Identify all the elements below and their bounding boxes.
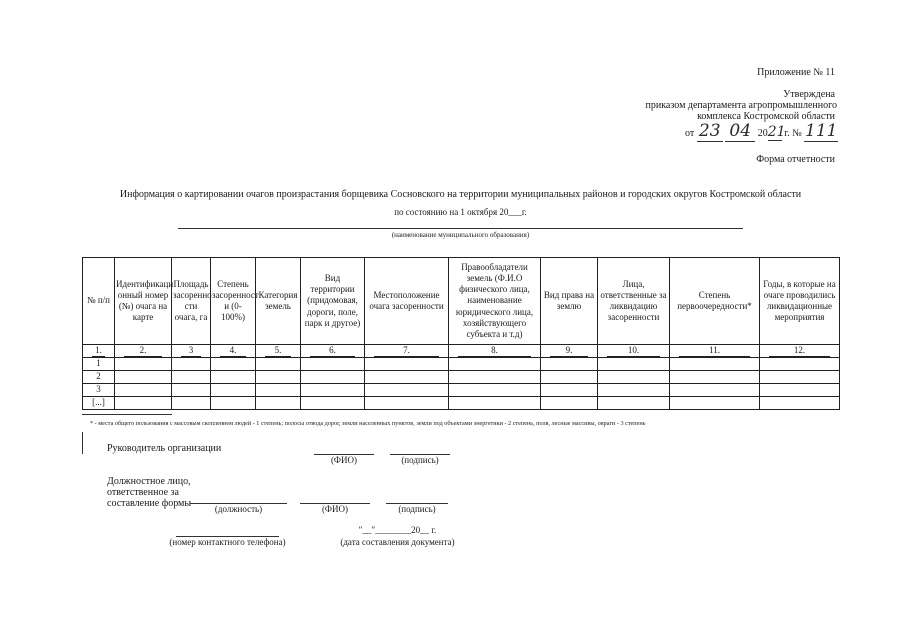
column-header: Правообладатели земель (Ф.И.О физического лица, наименование юридического лица, хозяйствующего субъекта и т.д) — [449, 258, 541, 345]
position-caption: (должность) — [214, 504, 263, 514]
document-date-line: "__"________20__ г. — [358, 525, 437, 535]
table-row — [83, 397, 840, 410]
handwritten-order-number: 111 — [805, 121, 838, 141]
column-header: Лица, ответственные за ликвидацию засоренности — [598, 258, 670, 345]
footnote: * - места общего пользования с массовым скоплением людей - 1 степень; полосы отвода дорог, земли населенных пунктов, земли под объектами энергетики - 2 степень, поля, лесные массивы, овраги - 3 степень — [90, 420, 646, 427]
column-header: № п/п — [83, 258, 115, 345]
footnote-separator — [82, 414, 172, 415]
municipality-line — [178, 228, 743, 229]
column-number: 12. — [769, 345, 830, 357]
as-of-date: по состоянию на 1 октября 20___г. — [394, 207, 527, 217]
column-number-row — [83, 345, 840, 358]
order-date-line — [685, 121, 838, 142]
column-header: Площадь засоренно сти очага, га — [172, 258, 211, 345]
row-number: 1 — [83, 358, 115, 371]
column-number: 4. — [220, 345, 246, 357]
column-number: 3 — [181, 345, 201, 357]
handwritten-year: 21 — [767, 124, 786, 140]
official-label-line: ответственное за — [107, 487, 179, 498]
column-header: Категория земель — [256, 258, 301, 345]
mapping-table — [82, 257, 840, 410]
table-row — [83, 371, 840, 384]
handwritten-day: 23 — [697, 121, 723, 142]
from-prefix: от — [685, 128, 695, 139]
year-prefix: 20 — [757, 128, 768, 139]
head-label: Руководитель организации — [107, 443, 222, 454]
table-row — [83, 384, 840, 397]
table-header-row — [83, 258, 840, 345]
column-number: 5. — [265, 345, 291, 357]
table-row — [83, 358, 840, 371]
column-number: 7. — [374, 345, 439, 357]
column-header: Вид территории (придомовая, дороги, поле, парк и другое) — [301, 258, 365, 345]
column-number: 2. — [124, 345, 162, 357]
official-label-line: составление формы — [107, 498, 192, 509]
row-number: 3 — [83, 384, 115, 397]
form-label: Форма отчетности — [756, 154, 835, 165]
column-number: 11. — [679, 345, 750, 357]
official-fio-caption: (ФИО) — [321, 504, 349, 514]
margin-mark — [82, 432, 83, 454]
municipality-caption: (наименование муниципального образования) — [391, 231, 530, 239]
column-number: 8. — [458, 345, 531, 357]
official-label-line: Должностное лицо, — [107, 476, 191, 487]
document-date-caption: (дата составления документа) — [340, 537, 455, 547]
order-line-1: приказом департамента агропромышленного — [645, 100, 837, 111]
approved-label: Утверждена — [783, 89, 835, 100]
row-number: 2 — [83, 371, 115, 384]
head-fio-caption: (ФИО) — [330, 455, 358, 465]
document-title: Информация о картировании очагов произрастания борщевика Сосновского на территории муниципальных районов и городских округов Костромской области — [119, 189, 802, 200]
column-header: Степень первоочередности* — [670, 258, 760, 345]
phone-caption: (номер контактного телефона) — [169, 537, 286, 547]
appendix-label: Приложение № 11 — [757, 67, 835, 78]
column-header: Идентификаци онный номер (№) очага на карте — [115, 258, 172, 345]
column-header: Степень засоренност и (0- 100%) — [211, 258, 256, 345]
order-line-2: комплекса Костромской области — [697, 111, 835, 122]
handwritten-month: 04 — [725, 121, 755, 142]
head-signature-caption: (подпись) — [401, 455, 439, 465]
column-header: Годы, в которые на очаге проводились ликвидационные мероприятия — [760, 258, 840, 345]
column-number: 10. — [607, 345, 660, 357]
column-header: Местоположение очага засоренности — [365, 258, 449, 345]
column-header: Вид права на землю — [541, 258, 598, 345]
column-number: 9. — [550, 345, 588, 357]
column-number: 6. — [310, 345, 355, 357]
official-signature-caption: (подпись) — [398, 504, 436, 514]
column-number: 1. — [92, 345, 105, 357]
row-number: [...] — [83, 397, 115, 410]
official-label — [107, 476, 191, 509]
year-number-label: г. № — [784, 128, 802, 139]
